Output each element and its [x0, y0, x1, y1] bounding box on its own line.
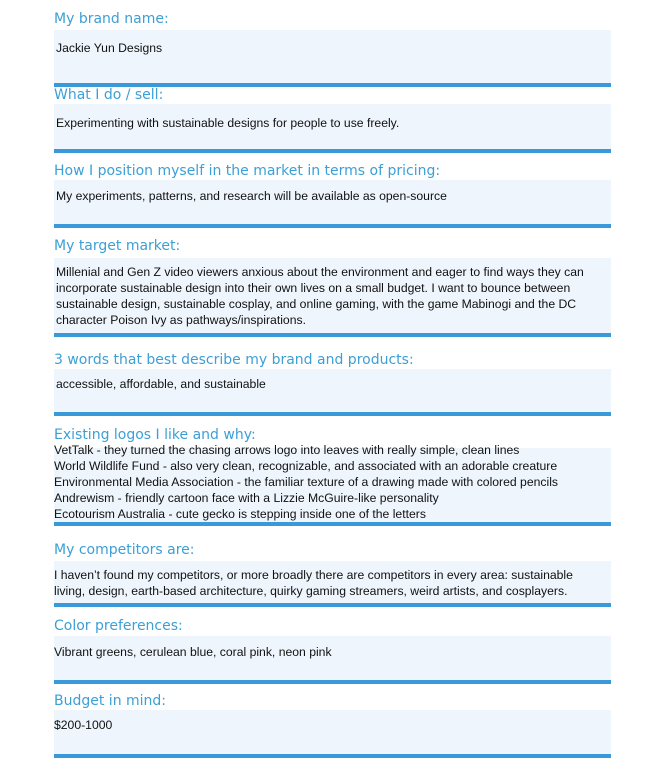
- what-i-do-field[interactable]: [54, 104, 611, 153]
- budget-label: Budget in mind:: [54, 693, 167, 709]
- budget-field[interactable]: [54, 710, 611, 758]
- competitors-value: I haven’t found my competitors, or more broadly there are competitors in every area: sustainable living, design, earth-based architecture, quirky gaming streamers, weird artists, and cosplayers.: [54, 568, 573, 598]
- competitors-field[interactable]: [54, 561, 611, 607]
- pricing-position-label: How I position myself in the market in terms of pricing:: [54, 163, 441, 179]
- logo-item-wwf: World Wildlife Fund - also very clean, recognizable, and associated with an adorable creature: [54, 459, 558, 473]
- budget-value: $200-1000: [54, 718, 113, 732]
- target-market-label: My target market:: [54, 238, 181, 254]
- logo-item-vettalk: VetTalk - they turned the chasing arrows logo into leaves with really simple, clean lines: [54, 443, 520, 457]
- three-words-value: accessible, affordable, and sustainable: [56, 377, 266, 391]
- color-preferences-value: Vibrant greens, cerulean blue, coral pink, neon pink: [54, 645, 332, 659]
- brand-name-label: My brand name:: [54, 11, 169, 27]
- target-market-value: Millenial and Gen Z video viewers anxious about the environment and eager to find ways they can incorporate sustainable design into their own lives on a small budget. I want to bounce between sustainable design, sustainable cosplay, and online gaming, with the game Mabinogi and the DC character Poison Ivy as pathways/inspirations.: [56, 265, 584, 327]
- brand-name-value: Jackie Yun Designs: [56, 41, 163, 55]
- existing-logos-label: Existing logos I like and why:: [54, 427, 256, 443]
- three-words-label: 3 words that best describe my brand and products:: [54, 352, 414, 368]
- pricing-position-field[interactable]: [54, 180, 611, 228]
- what-i-do-value: Experimenting with sustainable designs for people to use freely.: [56, 116, 400, 130]
- logo-item-andrewism: Andrewism - friendly cartoon face with a Lizzie McGuire-like personality: [54, 491, 439, 505]
- color-preferences-field[interactable]: [54, 636, 611, 684]
- brand-name-field[interactable]: [54, 30, 611, 87]
- logo-item-ema: Environmental Media Association - the familiar texture of a drawing made with colored pencils: [54, 475, 558, 489]
- pricing-position-value: My experiments, patterns, and research will be available as open-source: [56, 189, 447, 203]
- existing-logos-list: [54, 442, 607, 522]
- what-i-do-label: What I do / sell:: [54, 87, 164, 103]
- three-words-field[interactable]: [54, 369, 611, 416]
- target-market-field[interactable]: [54, 258, 611, 337]
- competitors-label: My competitors are:: [54, 542, 195, 558]
- logo-item-ecotourism: Ecotourism Australia - cute gecko is stepping inside one of the letters: [54, 507, 426, 521]
- color-preferences-label: Color preferences:: [54, 618, 183, 634]
- existing-logos-field[interactable]: [54, 443, 611, 526]
